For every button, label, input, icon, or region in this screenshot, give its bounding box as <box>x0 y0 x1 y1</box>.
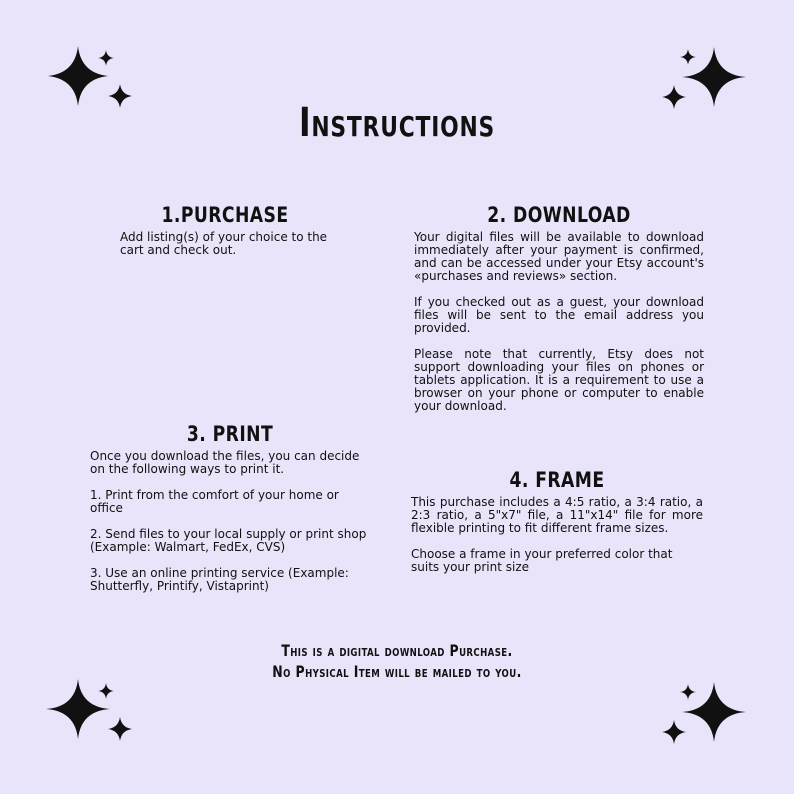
section-paragraph: If you checked out as a guest, your download files will be sent to the email address you provided. <box>414 295 704 335</box>
section-heading: 2. DOWNLOAD <box>487 203 631 227</box>
section-paragraph: Once you download the files, you can decide on the following ways to print it. <box>90 449 360 476</box>
section-paragraph: 1. Print from the comfort of your home or office <box>90 488 339 515</box>
section-paragraph: Please note that currently, Etsy does not support downloading your files on phones or tablets application. It is a requirement to use a browser on your phone or computer to enable your download. <box>414 347 704 413</box>
section-heading: 3. PRINT <box>186 422 274 446</box>
section-paragraph: Your digital files will be available to download immediately after your payment is confirmed, and can be accessed under your Etsy account's «purchases and reviews» section. <box>414 230 704 283</box>
page-title: Instructions <box>298 100 496 146</box>
section-paragraph: 2. Send files to your local supply or print shop (Example: Walmart, FedEx, CVS) <box>90 527 367 554</box>
section-print <box>90 422 370 606</box>
section-download <box>414 203 704 426</box>
section-heading: 1.PURCHASE <box>161 203 289 227</box>
section-purchase <box>120 203 340 270</box>
section-heading: 4. FRAME <box>509 468 605 492</box>
footer-line: This is a digital download Purchase. <box>281 641 513 660</box>
section-paragraph: Choose a frame in your preferred color that suits your print size <box>411 547 673 574</box>
section-paragraph: 3. Use an online printing service (Example: Shutterfly, Printify, Vistaprint) <box>90 566 349 593</box>
sparkles-icon <box>650 680 750 760</box>
footer-notice <box>87 640 706 682</box>
section-frame <box>411 468 703 587</box>
section-paragraph: Add listing(s) of your choice to the cart and check out. <box>120 230 328 257</box>
sparkles-icon <box>40 675 140 755</box>
footer-line: No Physical Item will be mailed to you. <box>272 662 522 681</box>
section-paragraph: This purchase includes a 4:5 ratio, a 3:4 ratio, a 2:3 ratio, a 5"x7" file, a 11"x14" file for more flexible printing to fit different frame sizes. <box>411 495 703 535</box>
